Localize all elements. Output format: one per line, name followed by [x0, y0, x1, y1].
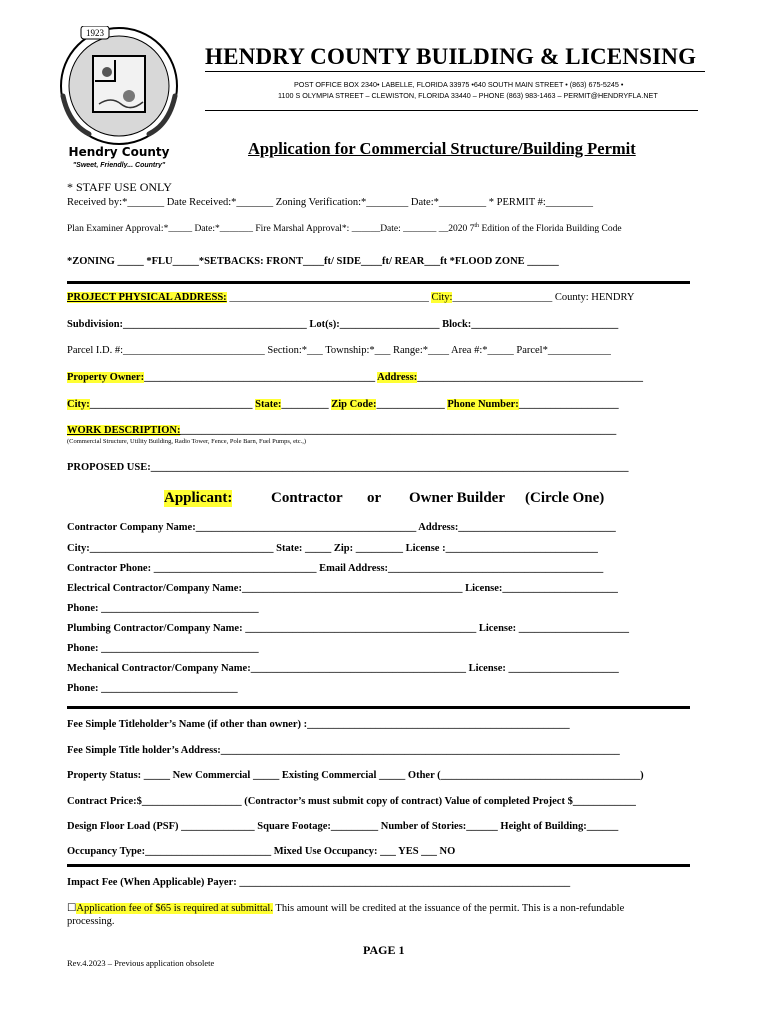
section-divider-3: [67, 864, 690, 867]
subdivision-row[interactable]: Subdivision:___________________________________ Lot(s):___________________ Block:____________________________: [67, 319, 619, 330]
applicant-or: or: [367, 490, 382, 506]
work-description-label: WORK DESCRIPTION:: [67, 425, 181, 436]
county-seal-icon: [55, 26, 185, 168]
owner-label: Property Owner:: [67, 372, 145, 383]
owner-zip-label: Zip Code:: [331, 399, 377, 410]
work-description-note: (Commercial Structure, Utility Building, Radio Tower, Fence, Pole Barn, Fuel Pumps, etc.,): [67, 438, 307, 445]
hendry-county-logo: [55, 26, 185, 168]
occupancy-row[interactable]: Occupancy Type:________________________ Mixed Use Occupancy: ___ YES ___ NO: [67, 846, 456, 857]
mechanical-contractor-row[interactable]: Mechanical Contractor/Company Name:_________________________________________ License: _____________________: [67, 663, 619, 674]
impact-fee-row[interactable]: Impact Fee (When Applicable) Payer: _______________________________________________________________: [67, 877, 571, 888]
project-address-blank: ______________________________________: [226, 292, 432, 303]
owner-state-label: State:: [255, 399, 282, 410]
staff-row-1[interactable]: Received by:*_______ Date Received:*_______ Zoning Verification:*________ Date:*_________ * PERMIT #:_________: [67, 197, 593, 208]
owner-address-blank: ___________________________________________: [417, 372, 643, 383]
project-city-label: City:: [431, 292, 453, 303]
owner-phone-blank: ___________________: [518, 399, 619, 410]
owner-address-label: Address:: [377, 372, 418, 383]
staff-use-heading: * STAFF USE ONLY: [67, 180, 172, 194]
logo-name: Hendry County: [68, 145, 170, 159]
form-title: Application for Commercial Structure/Building Permit: [248, 139, 636, 158]
owner-blank: ____________________________________________: [144, 372, 378, 383]
owner-row[interactable]: [67, 372, 643, 383]
header-rule-bottom: [205, 110, 698, 111]
project-address-row[interactable]: [67, 292, 634, 303]
section-divider-1: [67, 281, 690, 284]
revision-note: Rev.4.2023 – Previous application obsolete: [67, 958, 215, 968]
electrical-phone-row[interactable]: Phone: ______________________________: [67, 603, 259, 614]
fee-note-highlight: Application fee of $65 is required at submittal.: [76, 903, 273, 914]
contractor-city-row[interactable]: City:___________________________________ State: _____ Zip: _________ License :_____________________________: [67, 543, 598, 554]
fee-note-line-2: processing.: [67, 916, 115, 927]
logo-year: 1923: [86, 28, 104, 38]
owner-state-blank: _________: [281, 399, 332, 410]
fee-checkbox[interactable]: ☐: [67, 903, 77, 914]
fee-note-text: This amount will be credited at the issuance of the permit. This is a non-refundable: [272, 903, 625, 914]
fee-note-line-1: [67, 902, 624, 914]
owner-phone-label: Phone Number:: [447, 399, 519, 410]
page-number: PAGE 1: [363, 943, 405, 957]
department-title: HENDRY COUNTY BUILDING & LICENSING: [205, 44, 697, 69]
applicant-owner-builder-option[interactable]: Owner Builder: [409, 490, 505, 506]
owner-zip-blank: _____________: [376, 399, 448, 410]
parcel-row[interactable]: Parcel I.D. #:___________________________ Section:*___ Township:*___ Range:*____ Area #:*_____ Parcel*____________: [67, 345, 611, 356]
staff-row-2-text: Plan Examiner Approval:*_____ Date:*_______ Fire Marshal Approval*: ______Date: _______ __2020 7: [67, 224, 475, 235]
owner-city-label: City:: [67, 399, 90, 410]
applicant-type-row: [0, 490, 770, 512]
design-floor-load-row[interactable]: Design Floor Load (PSF) ______________ Square Footage:_________ Number of Stories:______ Height of Building:______: [67, 821, 619, 832]
property-status-row[interactable]: Property Status: _____ New Commercial _____ Existing Commercial _____ Other (______________________________________): [67, 770, 644, 781]
titleholder-address-row[interactable]: Fee Simple Title holder’s Address:____________________________________________________________________________: [67, 745, 620, 756]
header-rule-top: [205, 71, 705, 72]
applicant-contractor-option[interactable]: Contractor: [271, 490, 343, 506]
logo-tagline: "Sweet, Friendly... Country": [72, 162, 166, 168]
address-line-1: POST OFFICE BOX 2340• LABELLE, FLORIDA 33975 •640 SOUTH MAIN STREET • (863) 675-5245 •: [294, 80, 624, 89]
staff-row-3[interactable]: *ZONING _____ *FLU_____*SETBACKS: FRONT____ft/ SIDE____ft/ REAR___ft *FLOOD ZONE ______: [67, 256, 559, 267]
address-line-2: 1100 S OLYMPIA STREET – CLEWISTON, FLORIDA 33440 – PHONE (863) 983-1463 – PERMIT@HENDRYFLA.NET: [278, 91, 658, 100]
section-divider-2: [67, 706, 690, 709]
staff-row-2-sup: th: [474, 223, 480, 229]
plumbing-contractor-row[interactable]: Plumbing Contractor/Company Name: ____________________________________________ License: _____________________: [67, 623, 630, 634]
work-description-row[interactable]: [67, 425, 616, 436]
applicant-label: Applicant:: [164, 490, 233, 506]
staff-row-2[interactable]: [67, 223, 622, 234]
contract-price-row[interactable]: Contract Price:$___________________ (Contractor’s must submit copy of contract) Value of completed Project $____________: [67, 796, 636, 807]
proposed-use-row[interactable]: PROPOSED USE:___________________________________________________________________________________________: [67, 462, 629, 473]
staff-row-2-text-b: Edition of the Florida Building Code: [479, 224, 622, 235]
contractor-phone-row[interactable]: Contractor Phone: _______________________________ Email Address:_________________________________________: [67, 563, 604, 574]
owner-city-blank: _______________________________: [89, 399, 256, 410]
project-address-label: PROJECT PHYSICAL ADDRESS:: [67, 292, 227, 303]
titleholder-name-row[interactable]: Fee Simple Titleholder’s Name (if other than owner) :__________________________________________________: [67, 719, 570, 730]
electrical-contractor-row[interactable]: Electrical Contractor/Company Name:__________________________________________ License:______________________: [67, 583, 618, 594]
project-city-blank: ___________________ County: HENDRY: [452, 292, 635, 303]
applicant-circle-one: (Circle One): [525, 490, 605, 506]
owner-city-row[interactable]: [67, 399, 619, 410]
mechanical-phone-row[interactable]: Phone: __________________________: [67, 683, 238, 694]
contractor-company-row[interactable]: Contractor Company Name:__________________________________________ Address:______________________________: [67, 522, 616, 533]
work-description-blank: ___________________________________________________________________________________: [180, 425, 617, 436]
plumbing-phone-row[interactable]: Phone: ______________________________: [67, 643, 259, 654]
